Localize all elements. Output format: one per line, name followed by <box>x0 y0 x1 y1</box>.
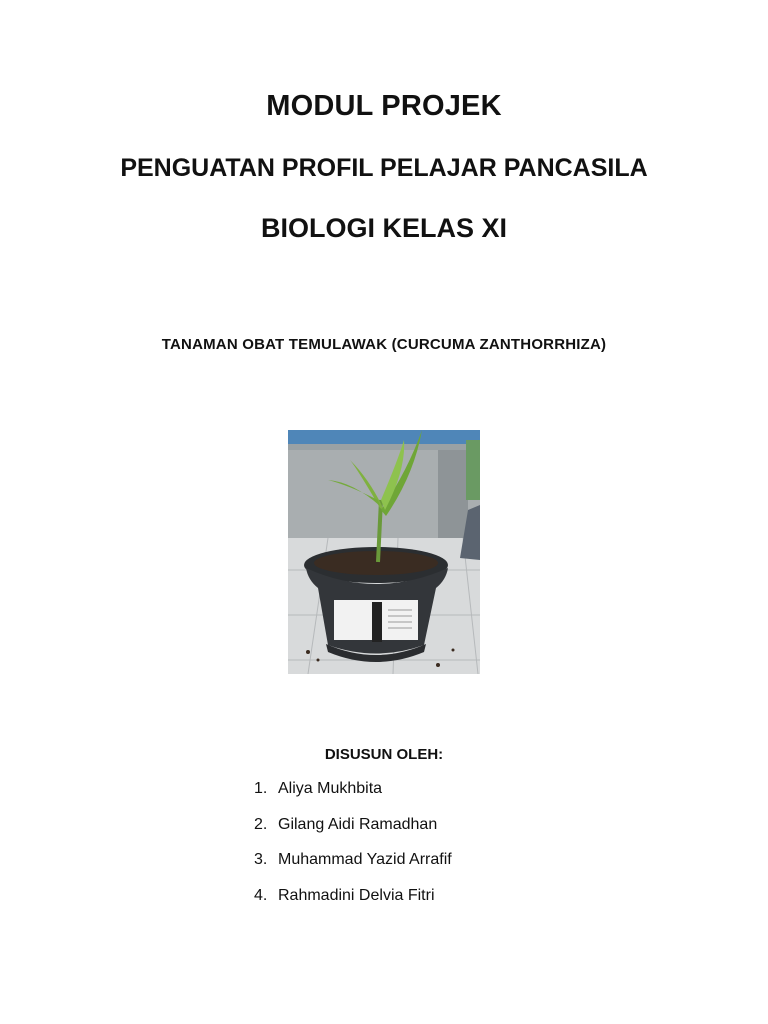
author-name: Rahmadini Delvia Fitri <box>278 886 435 904</box>
potted-plant-photo <box>288 430 480 674</box>
author-name: Muhammad Yazid Arrafif <box>278 851 452 868</box>
list-number: 1. <box>254 780 268 797</box>
author-list <box>254 780 452 922</box>
list-item <box>254 851 452 887</box>
list-item <box>254 780 452 816</box>
document-title: MODUL PROJEK <box>266 90 502 122</box>
list-number: 3. <box>254 851 268 868</box>
topic-heading: TANAMAN OBAT TEMULAWAK (CURCUMA ZANTHORRHIZA) <box>161 336 607 353</box>
document-subtitle: PENGUATAN PROFIL PELAJAR PANCASILA <box>120 154 648 182</box>
list-item <box>254 887 452 923</box>
list-item <box>254 816 452 852</box>
list-number: 2. <box>254 815 268 833</box>
author-name: Gilang Aidi Ramadhan <box>278 815 438 833</box>
class-title: BIOLOGI KELAS XI <box>260 213 508 243</box>
list-number: 4. <box>254 886 268 904</box>
authored-by-label: DISUSUN OLEH: <box>324 746 444 763</box>
author-name: Aliya Mukhbita <box>278 780 383 797</box>
